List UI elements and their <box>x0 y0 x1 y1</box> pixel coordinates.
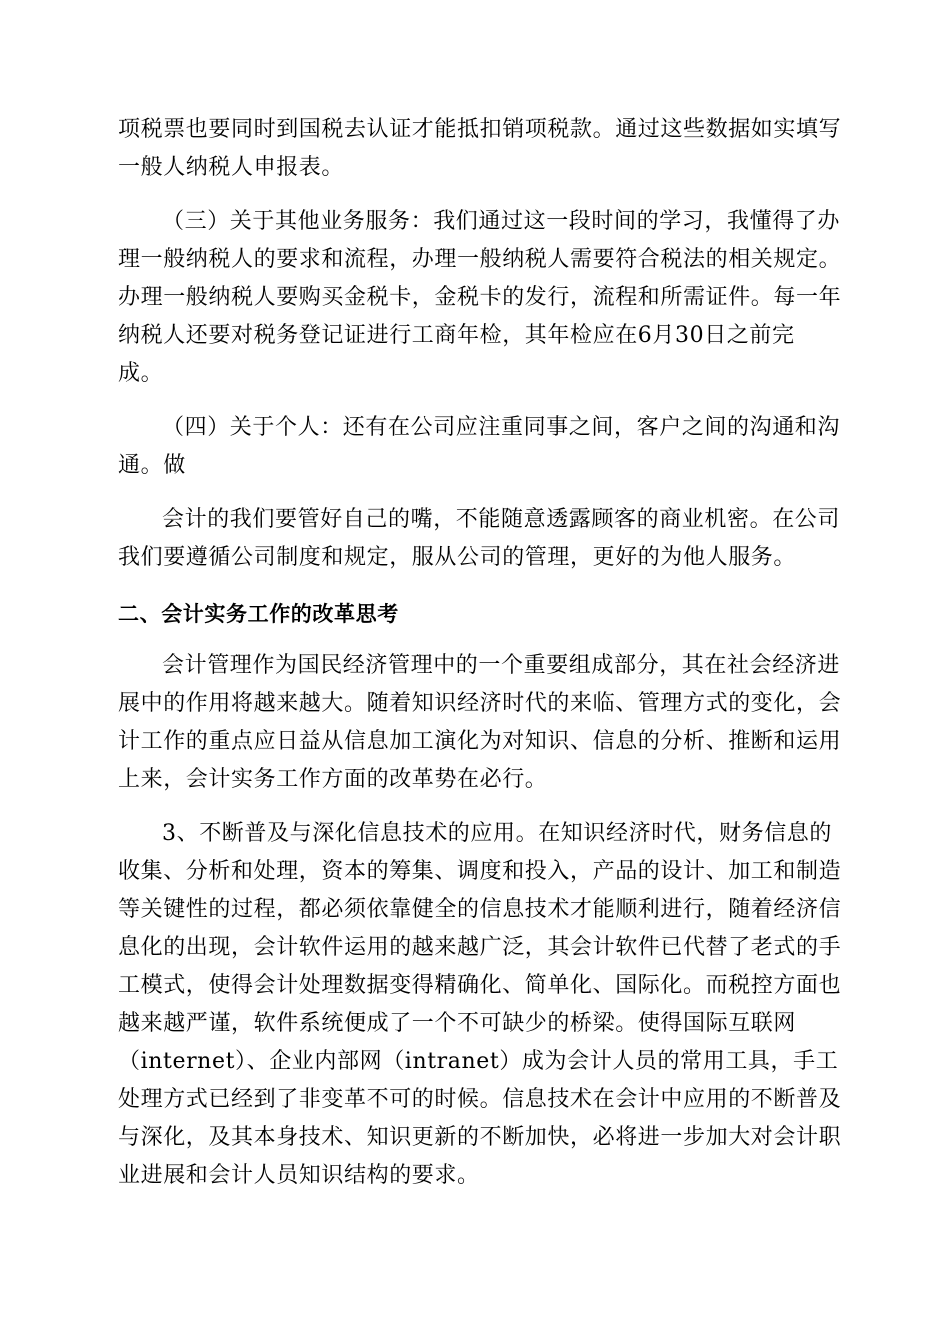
section-heading: 二、会计实务工作的改革思考 <box>118 602 399 626</box>
text-line: 收集、分析和处理，资本的筹集、调度和投入，产品的设计、加工和制造 <box>118 859 842 884</box>
text-line: 项税票也要同时到国税去认证才能抵扣销项税款。通过这些数据如实填写 <box>118 117 842 142</box>
text-line: 我们要遵循公司制度和规定，服从公司的管理，更好的为他人服务。 <box>118 545 797 570</box>
text-line: 上来，会计实务工作方面的改革势在必行。 <box>118 767 548 792</box>
text-line: 会计管理作为国民经济管理中的一个重要组成部分，其在社会经济进 <box>162 653 841 678</box>
text-line: （四）关于个人：还有在公司应注重同事之间，客户之间的沟通和沟 <box>162 415 841 440</box>
text-line: 等关键性的过程，都必须依靠健全的信息技术才能顺利进行，随着经济信 <box>118 897 842 922</box>
text-line: 会计的我们要管好自己的嘴，不能随意透露顾客的商业机密。在公司 <box>162 507 841 532</box>
text-line: 3、不断普及与深化信息技术的应用。在知识经济时代，财务信息的 <box>162 821 832 846</box>
text-line: （internet）、企业内部网（intranet）成为会计人员的常用工具，手工 <box>118 1049 839 1074</box>
text-line: 工模式，使得会计处理数据变得精确化、简单化、国际化。而税控方面也 <box>118 973 842 998</box>
text-line: 通。做 <box>118 453 186 478</box>
text-line: 展中的作用将越来越大。随着知识经济时代的来临、管理方式的变化，会 <box>118 691 842 716</box>
text-line: 成。 <box>118 361 164 386</box>
text-line: 息化的出现，会计软件运用的越来越广泛，其会计软件已代替了老式的手 <box>118 935 842 960</box>
text-line: 一般人纳税人申报表。 <box>118 155 345 180</box>
text-line: （三）关于其他业务服务：我们通过这一段时间的学习，我懂得了办 <box>162 209 841 234</box>
text-line: 业进展和会计人员知识结构的要求。 <box>118 1163 480 1188</box>
text-line: 与深化，及其本身技术、知识更新的不断加快，必将进一步加大对会计职 <box>118 1125 842 1150</box>
text-line: 计工作的重点应日益从信息加工演化为对知识、信息的分析、推断和运用 <box>118 729 842 754</box>
text-line: 办理一般纳税人要购买金税卡，金税卡的发行，流程和所需证件。每一年 <box>118 285 842 310</box>
text-line: 处理方式已经到了非变革不可的时候。信息技术在会计中应用的不断普及 <box>118 1087 842 1112</box>
text-line: 理一般纳税人的要求和流程，办理一般纳税人需要符合税法的相关规定。 <box>118 247 842 272</box>
text-line: 纳税人还要对税务登记证进行工商年检，其年检应在6月30日之前完 <box>118 323 795 348</box>
text-line: 越来越严谨，软件系统便成了一个不可缺少的桥梁。使得国际互联网 <box>118 1011 797 1036</box>
